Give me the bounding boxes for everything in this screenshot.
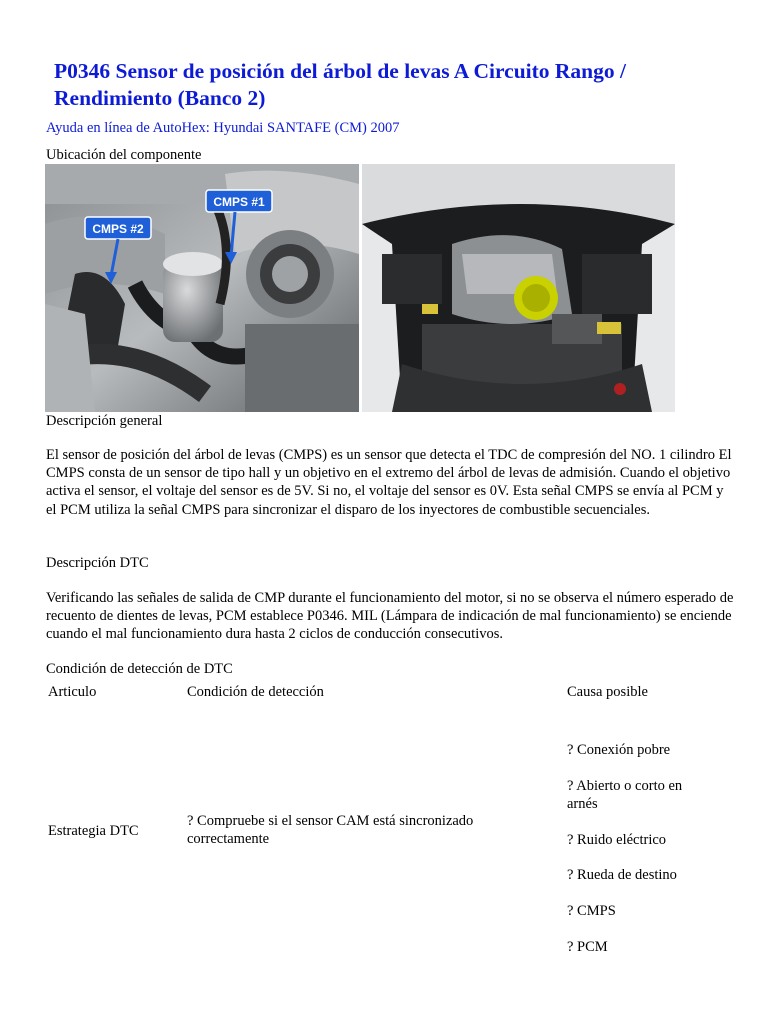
- cmps2-label: CMPS #2: [92, 222, 144, 236]
- cmps1-label: CMPS #1: [213, 195, 265, 209]
- engine-bay-photo: [362, 164, 675, 412]
- cause-item: ? CMPS: [567, 903, 616, 919]
- general-description-heading: Descripción general: [46, 413, 163, 429]
- component-location-label: Ubicación del componente: [46, 147, 202, 163]
- general-description-text: El sensor de posición del árbol de levas (CMPS) es un sensor que detecta el TDC de compresión del NO. 1 cilindro El CMPS consta de un sensor de tipo hall y un objetivo en el extremo del árbol de levas de admisión. Cuando el objetivo activa el sensor, el voltaje del sensor es de 5V. Si no, el voltaje del sensor es 0V. Esta señal CMPS se envía al PCM y el PCM utiliza la señal CMPS para sincronizar el disparo de los inyectores de combustible secuenciales.: [46, 447, 732, 518]
- row-item: Estrategia DTC: [48, 823, 139, 839]
- column-header-cause: Causa posible: [567, 684, 648, 700]
- subtitle: Ayuda en línea de AutoHex: Hyundai SANTAFE (CM) 2007: [46, 120, 400, 136]
- dtc-description-text: Verificando las señales de salida de CMP durante el funcionamiento del motor, si no se observa el número esperado de recuento de dientes de levas, PCM establece P0346. MIL (Lámpara de indicación de mal funcionamiento) se enciende cuando el mal funcionamiento dura hasta 2 ciclos de conducción consecutivos.: [46, 590, 734, 643]
- engine-closeup-photo: [45, 164, 359, 412]
- cause-item: ? Ruido eléctrico: [567, 832, 667, 848]
- detection-heading: Condición de detección de DTC: [46, 661, 233, 677]
- page-title: P0346 Sensor de posición del árbol de levas A Circuito Rango / Rendimiento (Banco 2): [54, 59, 626, 110]
- cause-item: ? Rueda de destino: [567, 867, 677, 883]
- dtc-description-heading: Descripción DTC: [46, 555, 149, 571]
- column-header-condition: Condición de detección: [187, 684, 324, 700]
- cause-item: ? Abierto o corto en arnés: [567, 778, 683, 813]
- row-condition: ? Compruebe si el sensor CAM está sincronizado correctamente: [187, 813, 474, 848]
- column-header-item: Articulo: [48, 684, 97, 700]
- cause-item: ? Conexión pobre: [567, 742, 671, 758]
- cause-item: ? PCM: [567, 939, 608, 955]
